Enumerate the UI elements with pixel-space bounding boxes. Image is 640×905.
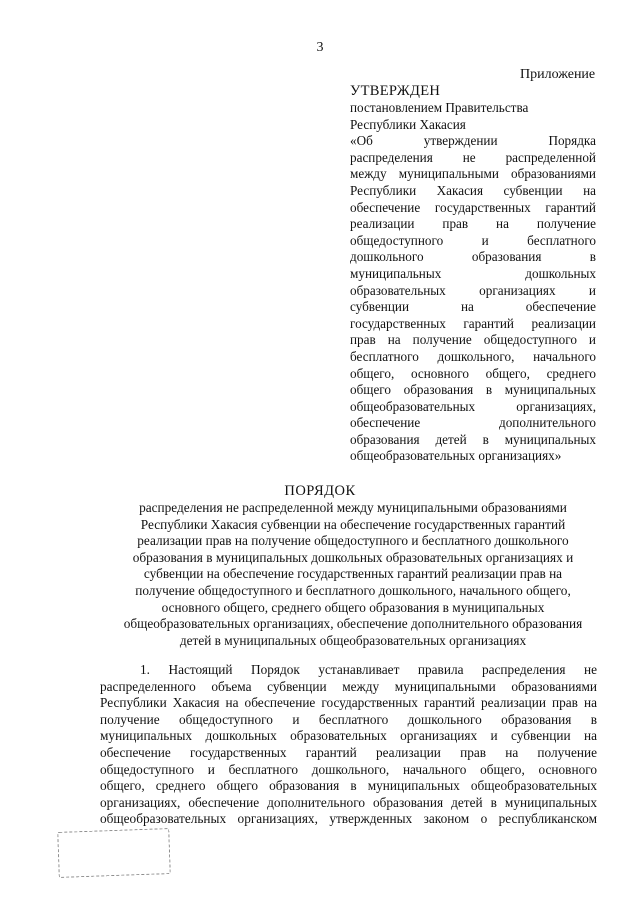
approval-line: дошкольного образования в bbox=[350, 249, 596, 265]
approval-block bbox=[350, 82, 596, 465]
approval-line: общедоступного и бесплатного bbox=[350, 232, 596, 248]
approval-line: субвенции на обеспечение bbox=[350, 299, 596, 315]
approval-line: постановлением Правительства bbox=[350, 100, 529, 115]
body-line: получение общедоступного и бесплатного дошкольного образования в bbox=[100, 711, 597, 727]
approval-line: общеобразовательных организациях» bbox=[350, 448, 562, 464]
approval-line: общего образования в муниципальных bbox=[350, 382, 596, 398]
subtitle-line: образования в муниципальных дошкольных образовательных организациях и bbox=[132, 549, 574, 565]
subtitle-line: основного общего, среднего общего образования в муниципальных bbox=[161, 599, 545, 615]
approval-line: между муниципальными образованиями bbox=[350, 166, 596, 182]
body-line: общеобразовательных организациях, утвержденных законом о республиканском bbox=[100, 811, 597, 827]
body-line: обеспечение государственных гарантий реализации прав на получение bbox=[100, 744, 597, 760]
body-line: общедоступного и бесплатного дошкольного, начального общего, основного bbox=[100, 761, 597, 777]
approval-line: прав на получение общедоступного и bbox=[350, 332, 596, 348]
approval-line: муниципальных дошкольных bbox=[350, 265, 596, 281]
appendix-label: Приложение bbox=[520, 67, 596, 82]
approval-line: обеспечение государственных гарантий bbox=[350, 199, 596, 215]
approval-line: обеспечение дополнительного bbox=[350, 415, 596, 431]
approval-line: образования детей в муниципальных bbox=[350, 431, 596, 447]
faded-stamp bbox=[57, 828, 171, 878]
approved-title: УТВЕРЖДЕН bbox=[350, 83, 441, 99]
approval-line: общеобразовательных организациях, bbox=[350, 398, 596, 414]
subtitle-line: общеобразовательных организациях, обеспечение дополнительного образования bbox=[123, 616, 583, 632]
approval-line: бесплатного дошкольного, начального bbox=[350, 348, 596, 364]
body-line: муниципальных дошкольных образовательных организациях и субвенции на bbox=[100, 728, 597, 744]
body-line: 1. Настоящий Порядок устанавливает правила распределения не bbox=[140, 662, 597, 677]
approval-line: общего, основного общего, среднего bbox=[350, 365, 596, 381]
body-line: организациях, обеспечение дополнительного образования детей в муниципальных bbox=[100, 794, 597, 810]
body-line: общего, среднего общего образования в муниципальных общеобразовательных bbox=[100, 778, 597, 794]
body-paragraph bbox=[100, 662, 597, 828]
subtitle-line: распределения не распределенной между муниципальными образованиями bbox=[139, 500, 567, 515]
subtitle-line: субвенции на обеспечение государственных гарантий реализации прав на bbox=[143, 566, 563, 582]
subtitle-line: детей в муниципальных общеобразовательных организациях bbox=[179, 632, 527, 648]
subtitle-line: получение общедоступного и бесплатного дошкольного, начального общего, bbox=[135, 582, 571, 598]
approval-line: Республики Хакасия bbox=[350, 116, 466, 132]
approval-line: распределения не распределенной bbox=[350, 149, 596, 165]
page-number: 3 bbox=[316, 40, 324, 55]
approval-line: «Об утверждении Порядка bbox=[350, 133, 596, 149]
approval-line: государственных гарантий реализации bbox=[350, 315, 596, 331]
approval-line: образовательных организациях и bbox=[350, 282, 596, 298]
subtitle-line: реализации прав на получение общедоступного и бесплатного дошкольного bbox=[137, 533, 569, 549]
document-title: ПОРЯДОК bbox=[284, 483, 356, 499]
subtitle-line: Республики Хакасия субвенции на обеспечение государственных гарантий bbox=[140, 516, 566, 532]
approval-line: реализации прав на получение bbox=[350, 216, 596, 232]
document-subtitle bbox=[100, 500, 606, 649]
approval-line: Республики Хакасия субвенции на bbox=[350, 182, 596, 198]
body-line: Республики Хакасия на обеспечение государственных гарантий реализации прав на bbox=[100, 695, 597, 711]
body-line: распределенного объема субвенции между муниципальными образованиями bbox=[100, 678, 597, 694]
